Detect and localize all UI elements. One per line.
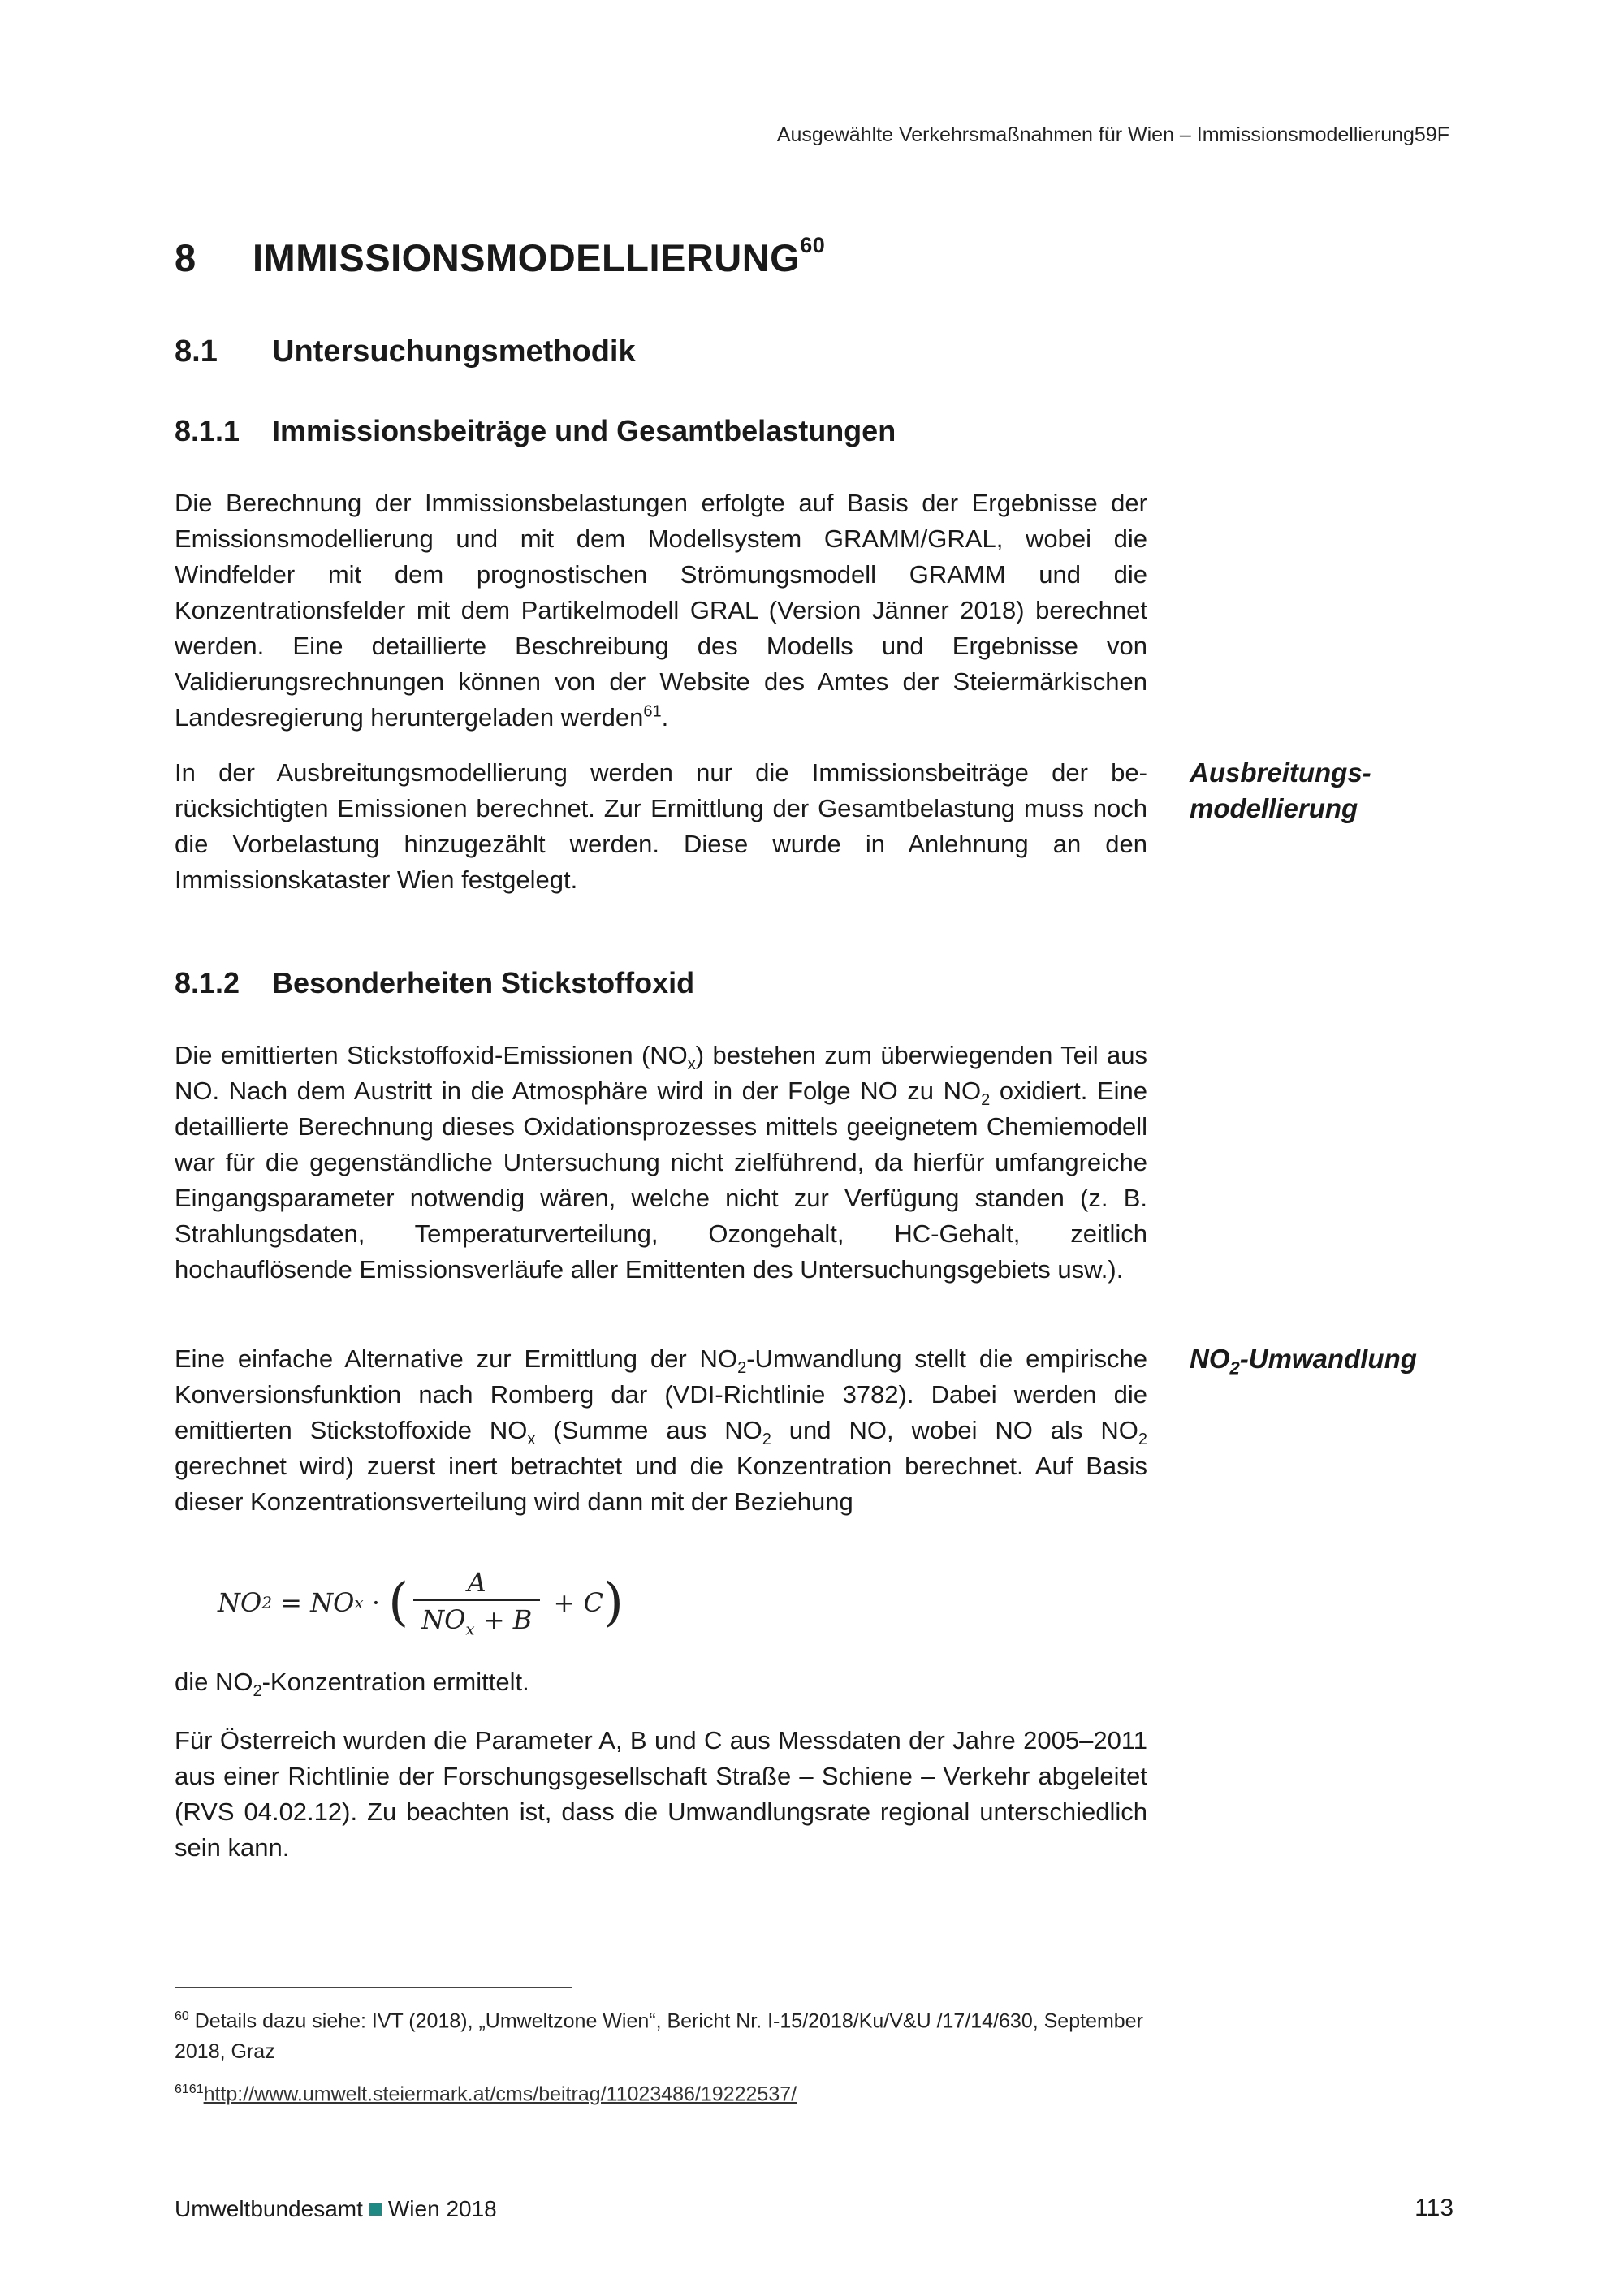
romberg-formula: NO 2 = NO x · ( $\frac{A}{NO_x + B}$ + C ) [218, 1567, 624, 1639]
subsection-number: 8.1.1 [175, 414, 240, 447]
chapter-heading [175, 235, 825, 280]
chapter-title: IMMISSIONSMODELLIERUNG [253, 236, 801, 279]
footnote-ref-60[interactable]: 60 [800, 233, 826, 258]
left-parenthesis: ( [388, 1573, 409, 1634]
running-header: Ausgewählte Verkehrsmaßnahmen für Wien – Immissionsmodellierung59F [776, 123, 1449, 146]
footnote-link[interactable]: http://www.umwelt.steiermark.at/cms/beitrag/11023486/19222537/ [203, 2082, 797, 2106]
page-footer [175, 2196, 497, 2222]
paragraph-nox-emissions: Die emittierten Stickstoffoxid-Emissionen $(NO_x)$ bestehen zum überwiegenden Teil aus NO. Nach dem Austritt in die Atmosphäre wird in der Folge NO zu $NO_2$ oxidiert. Eine detaillierte Berechnung dieses Oxidationsprozesses mittels geeignetem Chemiemodell war für die gegenständliche Untersuchung nicht zielführend, da hierfür umfangreiche Eingangsparameter notwendig wären, welche nicht zur Verfügung standen (z. B. Strahlungsdaten, Temperaturverteilung, Ozongehalt, HC-Gehalt, zeitlich hochauflösende Emissionsverläufe aller Emittenten des Untersuchungsgebiets usw.). [175, 1041, 1147, 1284]
chapter-number: 8 [175, 236, 197, 279]
footer-publisher: Umweltbundesamt [175, 2196, 363, 2221]
paragraph-dispersion-modelling: In der Ausbreitungsmodellierung werden nur die Immissionsbeiträge der berücksichtigten Emissionen berechnet. Zur Ermittlung der Gesamtbelastung muss noch die Vorbelastung hinzugezählt werden. Diese wurde in Anlehnung an den Immissionskataster Wien festgelegt. [175, 758, 1147, 894]
subsection-heading-2 [175, 966, 694, 1000]
section-heading [175, 334, 636, 369]
footnote-60: $^{60}$ Details dazu siehe: IVT (2018), „Umweltzone Wien“, Bericht Nr. I-15/2018/Ku/V&U /17/14/630, September 2018, Graz [175, 2009, 1143, 2064]
margin-note-ausbreitungsmodellierung: Ausbreitungs- modellierung [1190, 757, 1371, 823]
accent-square-icon [369, 2203, 382, 2216]
footnote-ref-61[interactable]: 61 [643, 702, 662, 721]
paragraph-calculation-method: Die Berechnung der Immissionsbelastungen erfolgte auf Basis der Ergebnisse der Emissionsmodellierung und mit dem Modellsystem GRAMM/GRAL, wobei die Windfelder mit dem prognostischen Strömungsmodell GRAMM und die Konzentrationsfelder mit dem Partikelmodell GRAL (Version Jänner 2018) berechnet werden. Eine detaillierte Beschreibung des Modells und Ergebnisse von Validierungsrechnungen können von der Website des Amtes der Steiermärkischen Landesregierung heruntergeladen werden$^{61}$. [175, 489, 1147, 732]
subsection-title: Besonderheiten Stickstoffoxid [272, 966, 695, 999]
paragraph-no2-result: die $NO_2$-Konzentration ermittelt. [175, 1668, 529, 1701]
paragraph-romberg-conversion: Eine einfache Alternative zur Ermittlung der $NO_2$-Umwandlung stellt die empirische Konversionsfunktion nach Romberg dar (VDI-Richtlinie 3782). Dabei werden die emittierten Stickstoffoxide $NO_x$ (Summe aus $NO_2$ und NO, wobei NO als $NO_2$ gerechnet wird) zuerst inert betrachtet und die Konzentration berechnet. Auf Basis dieser Konzentrationsverteilung wird dann mit der Beziehung [175, 1344, 1148, 1516]
footnote-61: $^{6161}$http://www.umwelt.steiermark.at/cms/beitrag/11023486/19222537/ [175, 2082, 797, 2106]
subsection-heading-1 [175, 414, 896, 448]
right-parenthesis: ) [603, 1573, 624, 1634]
footer-edition: Wien 2018 [387, 2196, 497, 2221]
paragraph-austria-parameters: Für Österreich wurden die Parameter A, B und C aus Messdaten der Jahre 2005–2011 aus einer Richtlinie der Forschungsgesellschaft Straße – Schiene – Verkehr abgeleitet (RVS 04.02.12). Zu beachten ist, dass die Umwandlungsrate regional unterschiedlich sein kann. [175, 1726, 1147, 1862]
fraction: $\frac{A}{NO_x + B}$ [413, 1567, 540, 1638]
subsection-number: 8.1.2 [175, 966, 240, 999]
section-number: 8.1 [175, 334, 218, 369]
page-number: 113 [1415, 2195, 1453, 2221]
footnote-separator [175, 1987, 572, 1988]
margin-note-no2-umwandlung: $NO_2$-Umwandlung [1190, 1344, 1417, 1379]
section-title: Untersuchungsmethodik [272, 334, 636, 369]
subsection-title: Immissionsbeiträge und Gesamtbelastungen [272, 414, 896, 447]
